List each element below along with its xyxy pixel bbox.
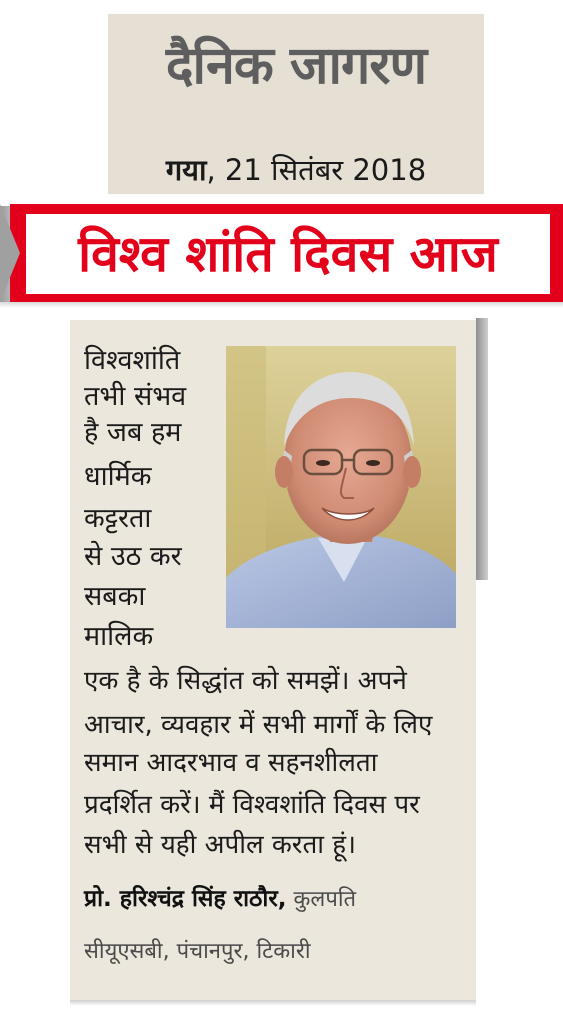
author-name: प्रो. हरिश्चंद्र सिंह राठौर,	[84, 886, 287, 912]
lead-line: है जब हम	[84, 417, 182, 448]
body-line: समान आदरभाव व सहनशीलता	[84, 748, 378, 778]
lead-line: तभी संभव	[84, 381, 187, 412]
lead-line: मालिक	[84, 621, 154, 652]
ribbon-tail	[0, 302, 563, 308]
lead-line: से उठ कर	[84, 541, 182, 572]
body-line: प्रदर्शित करें। मैं विश्वशांति दिवस पर	[84, 790, 420, 820]
panel-right-accent-lower	[476, 580, 488, 1000]
dateline	[108, 152, 484, 188]
dateline-date: 21 सितंबर 2018	[215, 153, 427, 187]
lead-line: विश्वशांति	[84, 345, 181, 376]
ribbon-notch	[0, 204, 20, 302]
dateline-separator: ,	[206, 153, 216, 187]
body-line: आचार, व्यवहार में सभी मार्गों के लिए	[84, 710, 433, 740]
byline	[84, 882, 356, 918]
newspaper-name: दैनिक जागरण	[165, 36, 427, 96]
lead-line: धार्मिक	[84, 461, 152, 492]
lead-line: सबका	[84, 581, 146, 612]
headline-box	[26, 214, 550, 294]
body-line: सभी से यही अपील करता हूं।	[84, 830, 356, 860]
panel-bottom-accent	[70, 1000, 476, 1006]
lead-line: कट्टरता	[84, 503, 152, 534]
headline: विश्व शांति दिवस आज	[78, 225, 498, 283]
body-line: एक है के सिद्धांत को समझें। अपने	[84, 666, 407, 696]
portrait-illustration	[226, 346, 456, 628]
panel-right-accent	[476, 318, 488, 580]
dateline-city: गया	[165, 153, 207, 187]
author-affiliation: सीयूएसबी, पंचानपुर, टिकारी	[84, 939, 311, 964]
author-role: कुलपति	[286, 887, 357, 912]
masthead	[108, 14, 484, 194]
portrait-photo	[226, 346, 456, 628]
